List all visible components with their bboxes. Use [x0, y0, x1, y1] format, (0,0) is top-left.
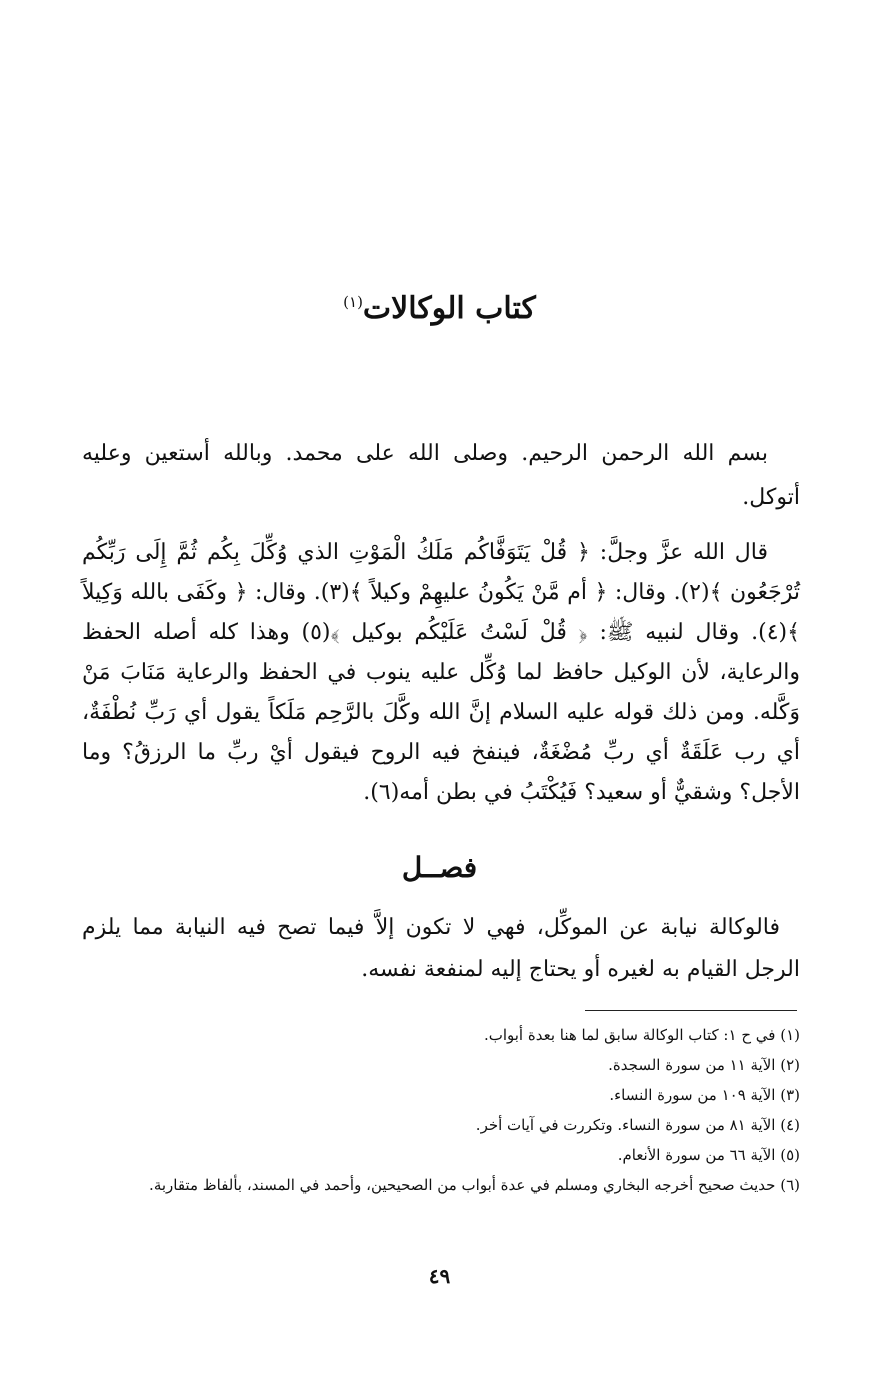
page-number: ٤٩	[428, 1264, 451, 1288]
footnote-item: (٥) الآية ٦٦ من سورة الأنعام.	[617, 1146, 800, 1164]
basmala-paragraph: بسم الله الرحمن الرحيم. وصلى الله على محمد. وبالله أستعين وعليه أتوكل.	[82, 441, 800, 510]
body-paragraph: قال الله عزَّ وجلَّ: ﴿ قُلْ يَتَوَفَّاكُم مَلَكُ الْمَوْتِ الذي وُكِّلَ بِكُم ثُمَّ إِلَى رَبِّكُم تُرْجَعُون ﴾(٢). وقال: ﴿ أم مَّنْ يَكُونُ عليهِمْ وكيلاً ﴾(٣). وقال: ﴿ وكَفَى بالله وَكِيلاً ﴾(٤). وقال لنبيه ﷺ: ﴿ قُلْ لَسْتُ عَلَيْكُم بوكيل ﴾(٥) وهذا كله أصله الحفظ والرعاية، لأن الوكيل حافظ لما وُكِّل عليه ينوب في الحفظ والرعاية مَنَابَ مَنْ وَكَّله. ومن ذلك قوله عليه السلام إنَّ الله وكَّلَ بالرَّحِم مَلَكاً يقول أي رَبِّ نُطْفَةٌ، أي رب عَلَقَةٌ أي ربِّ مُضْغَةٌ، فينفخ فيه الروح فيقول أيْ ربِّ ما الرزقُ؟ وما الأجل؟ وشقيٌّ أو سعيد؟ فَيُكْتَبُ في بطن أمه(٦).	[82, 540, 800, 805]
footnote-divider	[585, 1010, 797, 1011]
section-paragraph: فالوكالة نيابة عن الموكِّل، فهي لا تكون إلاَّ فيما تصح فيه النيابة مما يلزم الرجل القيام به لغيره أو يحتاج إليه لمنفعة نفسه.	[82, 915, 800, 982]
chapter-title	[0, 280, 879, 331]
footnote-item: (١) في ح ١: كتاب الوكالة سابق لما هنا بعدة أبواب.	[483, 1026, 800, 1044]
footnote-item: (٢) الآية ١١ من سورة السجدة.	[608, 1056, 800, 1074]
title-footnote-marker: (١)	[343, 293, 363, 311]
footnote-item: (٤) الآية ٨١ من سورة النساء. وتكررت في آيات أخر.	[475, 1116, 800, 1134]
footnotes-list	[82, 1020, 800, 1200]
section-heading: فصــل	[401, 851, 478, 884]
footnote-item: (٦) حديث صحيح أخرجه البخاري ومسلم في عدة أبواب من الصحيحين، وأحمد في المسند، بألفاظ متقاربة.	[149, 1176, 800, 1194]
chapter-title-text: كتاب الوكالات	[362, 291, 536, 326]
footnote-item: (٣) الآية ١٠٩ من سورة النساء.	[609, 1086, 800, 1104]
